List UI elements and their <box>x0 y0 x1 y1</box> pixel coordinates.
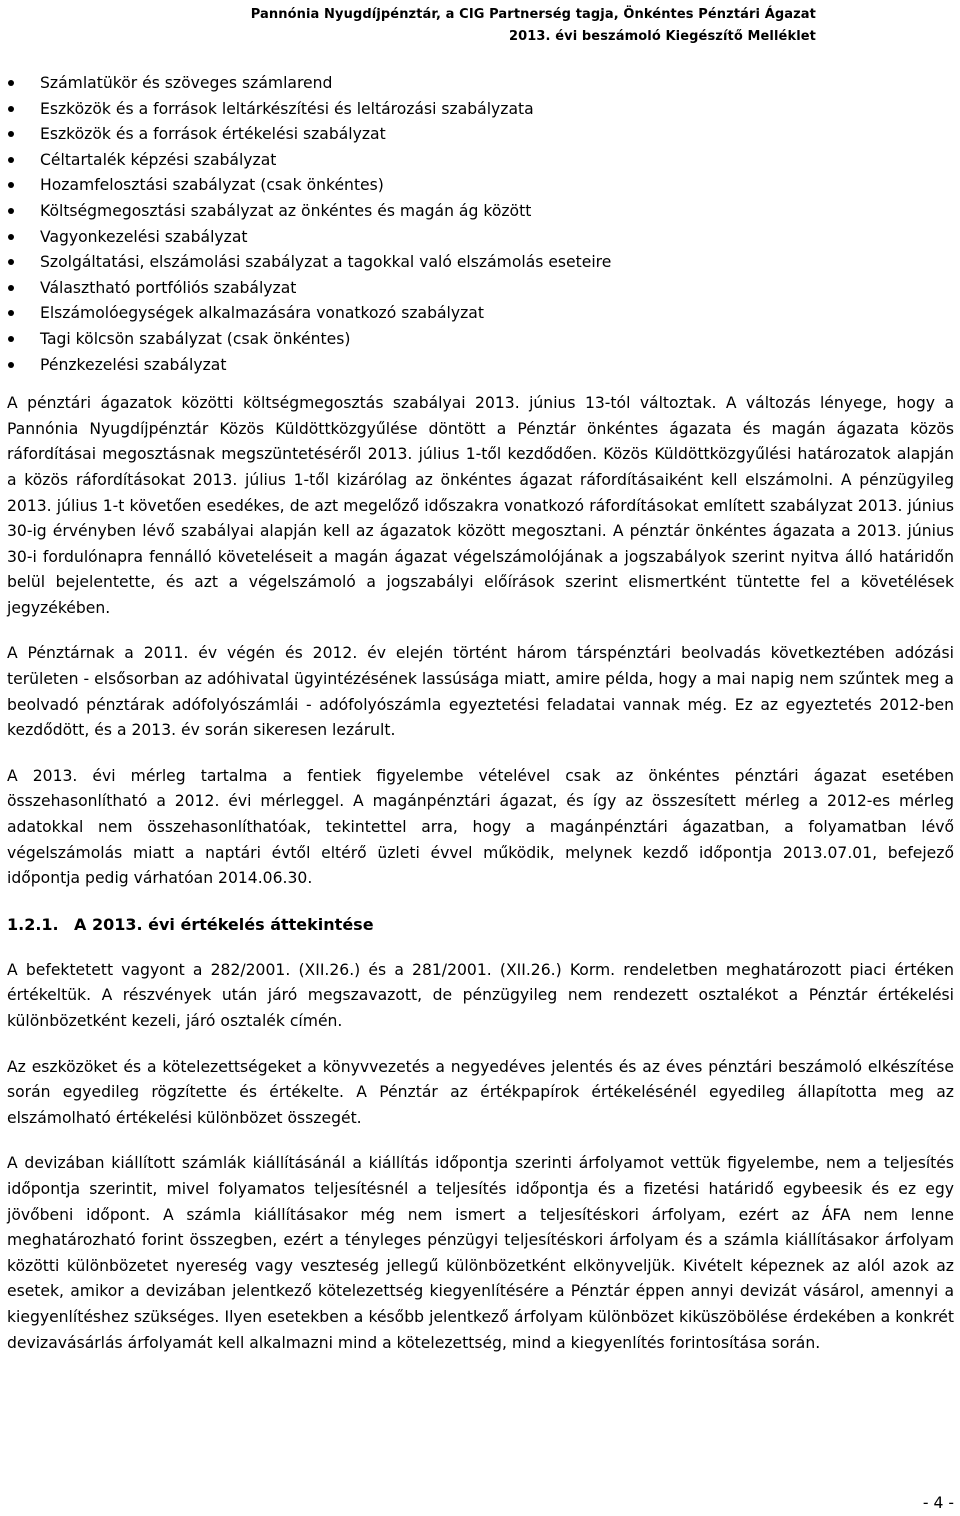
running-header <box>251 4 816 48</box>
header-line-2: 2013. évi beszámoló Kiegészítő Melléklet <box>508 29 816 44</box>
list-item: Számlatükör és szöveges számlarend <box>7 71 954 97</box>
bullet-icon <box>8 259 14 265</box>
policy-list <box>7 71 954 378</box>
section-number: 1.2.1. <box>7 914 59 934</box>
bullet-icon <box>8 336 14 342</box>
bullet-icon <box>8 285 14 291</box>
list-item: Pénzkezelési szabályzat <box>7 353 954 379</box>
spacer <box>7 1035 954 1055</box>
list-item: Céltartalék képzési szabályzat <box>7 148 954 174</box>
list-item: Szolgáltatási, elszámolási szabályzat a tagokkal való elszámolás eseteire <box>7 250 954 276</box>
page-content <box>7 71 954 1356</box>
list-item: Költségmegosztási szabályzat az önkéntes és magán ág között <box>7 199 954 225</box>
header-line-1: Pannónia Nyugdíjpénztár, a CIG Partnerség tagja, Önkéntes Pénztári Ágazat <box>250 7 816 22</box>
list-item: Vagyonkezelési szabályzat <box>7 225 954 251</box>
bullet-icon <box>8 362 14 368</box>
paragraph-tax-reconciliation: A Pénztárnak a 2011. év végén és 2012. év elején történt három társpénztári beolvadás következtében adózási területen - elsősorban az adóhivatal ügyintézésének lassúsága miatt, amire példa, hogy a mai napig nem szűntek meg a beolvadó pénztárak adófolyószámlái - adófolyószámla egyeztetési feladatai vannak még. Ez az egyeztetés 2012-ben kezdődött, és a 2013. év során sikeresen lezárult. <box>7 644 954 740</box>
list-item: Elszámolóegységek alkalmazására vonatkozó szabályzat <box>7 301 954 327</box>
list-item: Eszközök és a források értékelési szabályzat <box>7 122 954 148</box>
list-item: Választható portfóliós szabályzat <box>7 276 954 302</box>
page-number: - 4 - <box>922 1494 954 1512</box>
bullet-icon <box>8 234 14 240</box>
spacer <box>7 892 954 912</box>
list-item: Tagi kölcsön szabályzat (csak önkéntes) <box>7 327 954 353</box>
paragraph-cost-allocation: A pénztári ágazatok közötti költségmegosztás szabályai 2013. június 13-tól változtak. A változás lényege, hogy a Pannónia Nyugdíjpénztár Közös Küldöttközgyűlése döntött a Pénztár önkéntes ágazata és magán ágazata közös ráfordításai megosztásnak megszüntetéséről 2013. július 1-től kezdődően. Közös Küldöttközgyűlési határozatok alapján a közös ráfordításokat 2013. július 1-től kizárólag az önkéntes ágazat ráfordításaiként kell elszámolni. A pénzügyileg 2013. július 1-t követően esedékes, de azt megelőző időszakra vonatkozó ráfordításokat említett szabályzat 2013. június 30-ig érvényben lévő szabályai alapján kell az ágazatok között megosztani. A pénztár önkéntes ágazata a 2013. június 30-i fordulónapra fennálló követeléseit a magán ágazat végelszámolójának a jogszabályok szerint nyitva álló határidőn belül bejelentette, és azt a végelszámoló a jogszabályi előírások szerint elismertként tüntette fel a követélések jegyzékében. <box>7 394 954 617</box>
bullet-icon <box>8 106 14 112</box>
spacer <box>7 1131 954 1151</box>
bullet-icon <box>8 80 14 86</box>
paragraph-balance-comparison: A 2013. évi mérleg tartalma a fentiek figyelembe vételével csak az önkéntes pénztári ágazat esetében összehasonlítható a 2012. évi mérleggel. A magánpénztári ágazat, és így az összesített mérleg a 2012-es mérleg adatokkal nem összehasonlíthatóak, tekintettel arra, hogy a magánpénztári ágazatban, a folyamatban lévő végelszámolás miatt a naptári évtől eltérő üzleti évvel működik, melynek kezdő időpontja 2013.07.01, befejező időpontja pedig várhatóan 2014.06.30. <box>7 766 954 888</box>
list-item: Eszközök és a források leltárkészítési és leltározási szabályzata <box>7 97 954 123</box>
spacer <box>7 378 954 391</box>
spacer <box>7 938 954 958</box>
section-heading <box>7 912 954 938</box>
spacer <box>7 744 954 764</box>
paragraph-foreign-currency: A devizában kiállított számlák kiállításánál a kiállítás időpontja szerinti árfolyamot vettük figyelembe, nem a teljesítés időpontja szerintit, mivel folyamatos teljesítésnél a teljesítés időpontja és a fizetési határidő egybeesik és ez egy jövőbeni időpont. A számla kiállításakor még nem ismert a teljesítéskori árfolyam, ezért az ÁFA nem lenne meghatározható forint összegben, ezért a tényleges pénzügyi teljesítéskori árfolyam és a számla kiállításakor árfolyam közötti különbözetet nyereség vagy veszteség jellegű különbözetként elkönyveljük. Kivételt képeznek az alól azok az esetek, amikor a devizában jelentkező kötelezettség kiegyenlítésére a Pénztár éppen annyi devizát vásárol, amennyi a kiegyenlítéshez szükséges. Ilyen esetekben a később jelentkező árfolyam különbözet kiküszöbölése érdekében a konkrét devizavásárlás árfolyamát kell alkalmazni mind a kötelezettség, mind a kiegyenlítés forintosítása során. <box>7 1154 954 1352</box>
bullet-icon <box>8 157 14 163</box>
bullet-icon <box>8 131 14 137</box>
paragraph-valuation: A befektetett vagyont a 282/2001. (XII.26.) és a 281/2001. (XII.26.) Korm. rendeletben meghatározott piaci értéken értékeltük. A részvények után járó megszavazott, de pénzügyileg nem rendezett osztalékot a Pénztár értékelési különbözetként kezeli, járó osztalék címén. <box>7 960 954 1030</box>
bullet-icon <box>8 182 14 188</box>
spacer <box>7 621 954 641</box>
bullet-icon <box>8 310 14 316</box>
paragraph-assets-liabilities: Az eszközöket és a kötelezettségeket a könyvvezetés a negyedéves jelentés és az éves pénztári beszámoló elkészítése során egyedileg rögzítette és értékelte. A Pénztár az értékpapírok értékelésénél egyedileg állapította meg az elszámolható értékelési különbözet összegét. <box>7 1057 954 1127</box>
bullet-icon <box>8 208 14 214</box>
list-item: Hozamfelosztási szabályzat (csak önkéntes) <box>7 173 954 199</box>
section-title: A 2013. évi értékelés áttekintése <box>74 914 374 934</box>
